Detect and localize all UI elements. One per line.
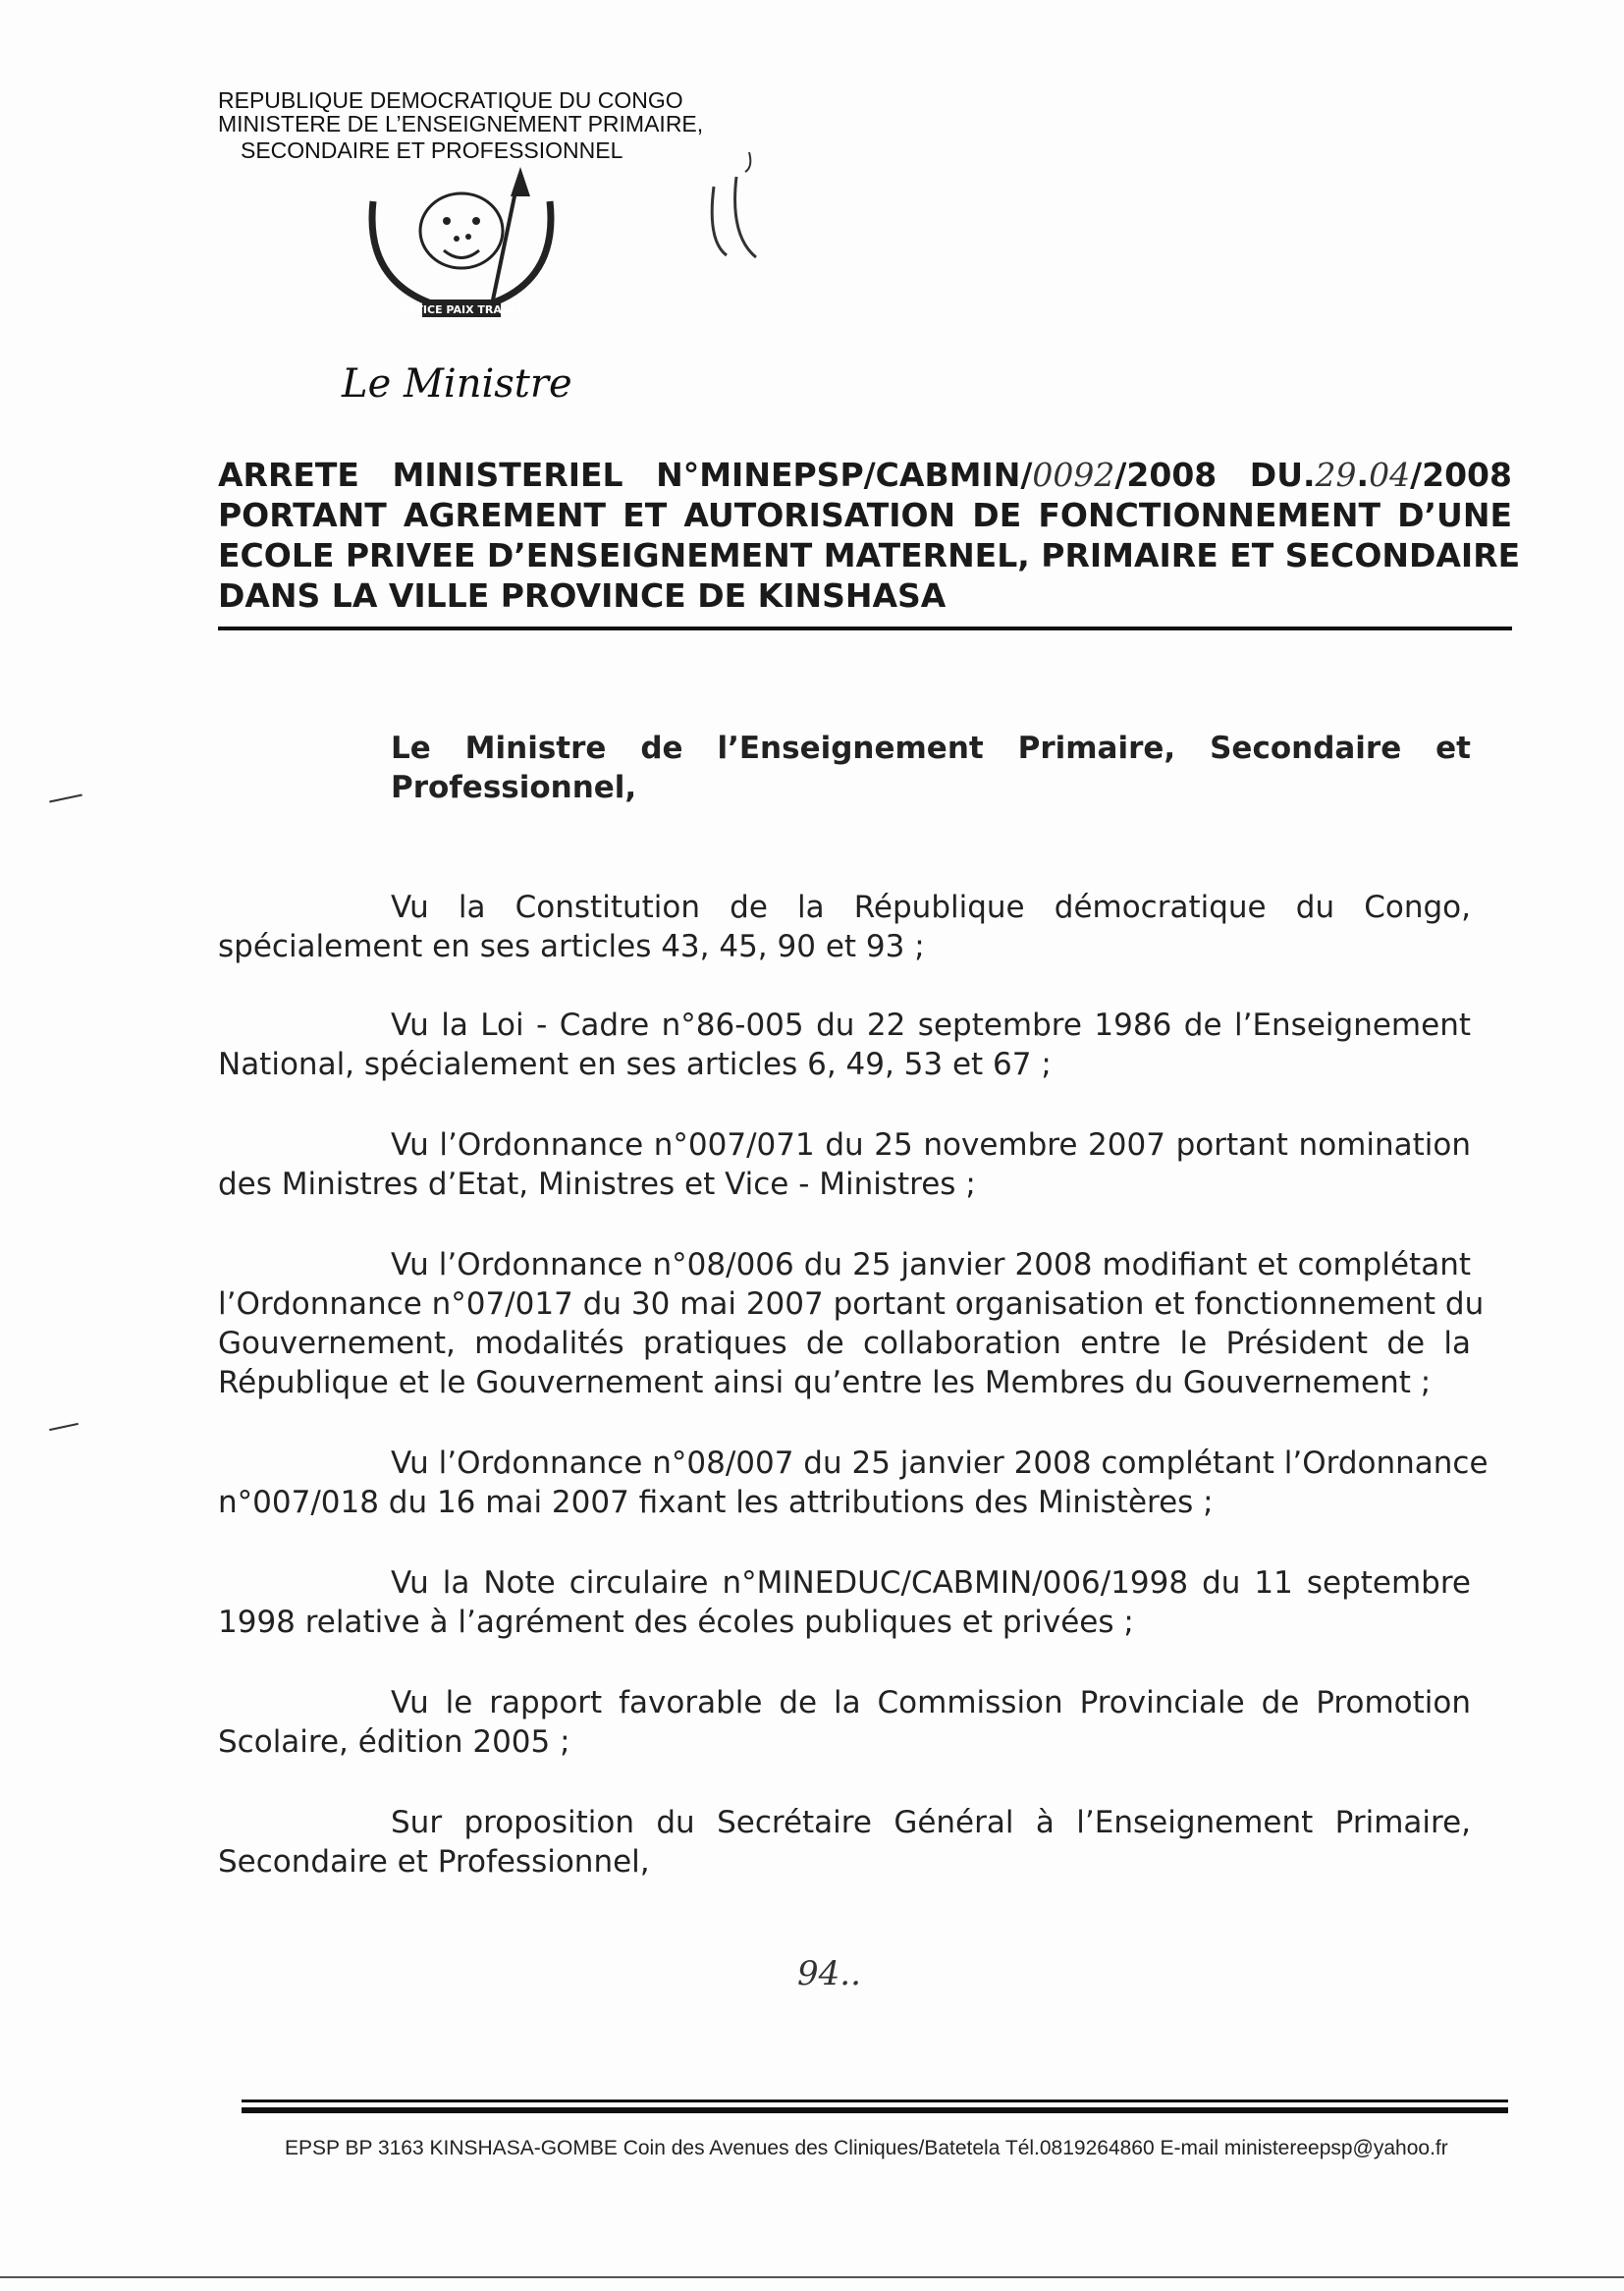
header-country: REPUBLIQUE DEMOCRATIQUE DU CONGO bbox=[218, 87, 683, 113]
footer-rule-top bbox=[242, 2100, 1508, 2102]
preamble: Le Ministre de l’Enseignement Primaire, Secondaire et Professionnel, bbox=[391, 731, 1471, 805]
scan-edge-line bbox=[0, 2276, 1624, 2278]
seal-motto: JUSTICE PAIX TRAVAIL bbox=[395, 303, 528, 316]
signatory-title: Le Ministre bbox=[342, 361, 572, 407]
decree-title-line3: ECOLE PRIVEE D’ENSEIGNEMENT MATERNEL, PRIMAIRE ET SECONDAIRE bbox=[218, 536, 1521, 574]
decree-title-line2: PORTANT AGREMENT ET AUTORISATION DE FONCTIONNEMENT D’UNE bbox=[218, 496, 1512, 534]
header-ministry-cont: SECONDAIRE ET PROFESSIONNEL bbox=[241, 137, 623, 163]
consideration-proposition: Sur proposition du Secrétaire Général à l’Enseignement Primaire, Secondaire et Professionnel, bbox=[218, 1805, 1471, 1880]
title-divider bbox=[218, 627, 1512, 630]
consideration-constitution: Vu la Constitution de la République démocratique du Congo, spécialement en ses articles 43, 45, 90 et 93 ; bbox=[218, 890, 1471, 964]
handwritten-month: 04 bbox=[1369, 456, 1411, 494]
handwritten-decree-number: 0092 bbox=[1032, 456, 1115, 494]
page-continuation-mark: 94.. bbox=[797, 1954, 861, 1993]
consideration-note-circulaire: Vu la Note circulaire n°MINEDUC/CABMIN/006/1998 du 11 septembre 1998 relative à l’agrément des écoles publiques et privées ; bbox=[218, 1565, 1471, 1640]
coat-of-arms-seal bbox=[334, 162, 589, 334]
scan-artifact bbox=[49, 793, 82, 802]
consideration-rapport: Vu le rapport favorable de la Commission Provinciale de Promotion Scolaire, édition 2005 ; bbox=[218, 1685, 1471, 1760]
handwritten-initial bbox=[702, 147, 771, 265]
decree-title-line4: DANS LA VILLE PROVINCE DE KINSHASA bbox=[218, 576, 947, 615]
footer-rule-bottom bbox=[242, 2107, 1508, 2113]
footer-contact: EPSP BP 3163 KINSHASA-GOMBE Coin des Avenues des Cliniques/Batetela Tél.0819264860 E-mail ministereepsp@yahoo.fr bbox=[285, 2137, 1448, 2159]
consideration-ordonnance-attributions: Vu l’Ordonnance n°08/007 du 25 janvier 2008 complétant l’Ordonnance n°007/018 du 16 mai 2007 fixant les attributions des Ministères ; bbox=[218, 1446, 1489, 1520]
scan-artifact bbox=[49, 1423, 79, 1431]
header-ministry: MINISTERE DE L’ENSEIGNEMENT PRIMAIRE, bbox=[218, 111, 704, 136]
consideration-ordonnance-organisation: Vu l’Ordonnance n°08/006 du 25 janvier 2008 modifiant et complétant l’Ordonnance n°07/017 du 30 mai 2007 portant organisation et fonctionnement du Gouvernement, modalités pratiques de collaboration entre le Président de la République et le Gouvernement ainsi qu’entre les Membres du Gouvernement ; bbox=[218, 1247, 1485, 1400]
decree-title-line1: ARRETE MINISTERIEL N°MINEPSP/CABMIN/0092/2008 DU.29.04/2008 bbox=[218, 456, 1512, 494]
consideration-ordonnance-nomination: Vu l’Ordonnance n°007/071 du 25 novembre 2007 portant nomination des Ministres d’Etat, Ministres et Vice - Ministres ; bbox=[218, 1127, 1471, 1202]
consideration-loi-cadre: Vu la Loi - Cadre n°86-005 du 22 septembre 1986 de l’Enseignement National, spécialement en ses articles 6, 49, 53 et 67 ; bbox=[218, 1008, 1471, 1082]
handwritten-day: 29 bbox=[1315, 456, 1357, 494]
